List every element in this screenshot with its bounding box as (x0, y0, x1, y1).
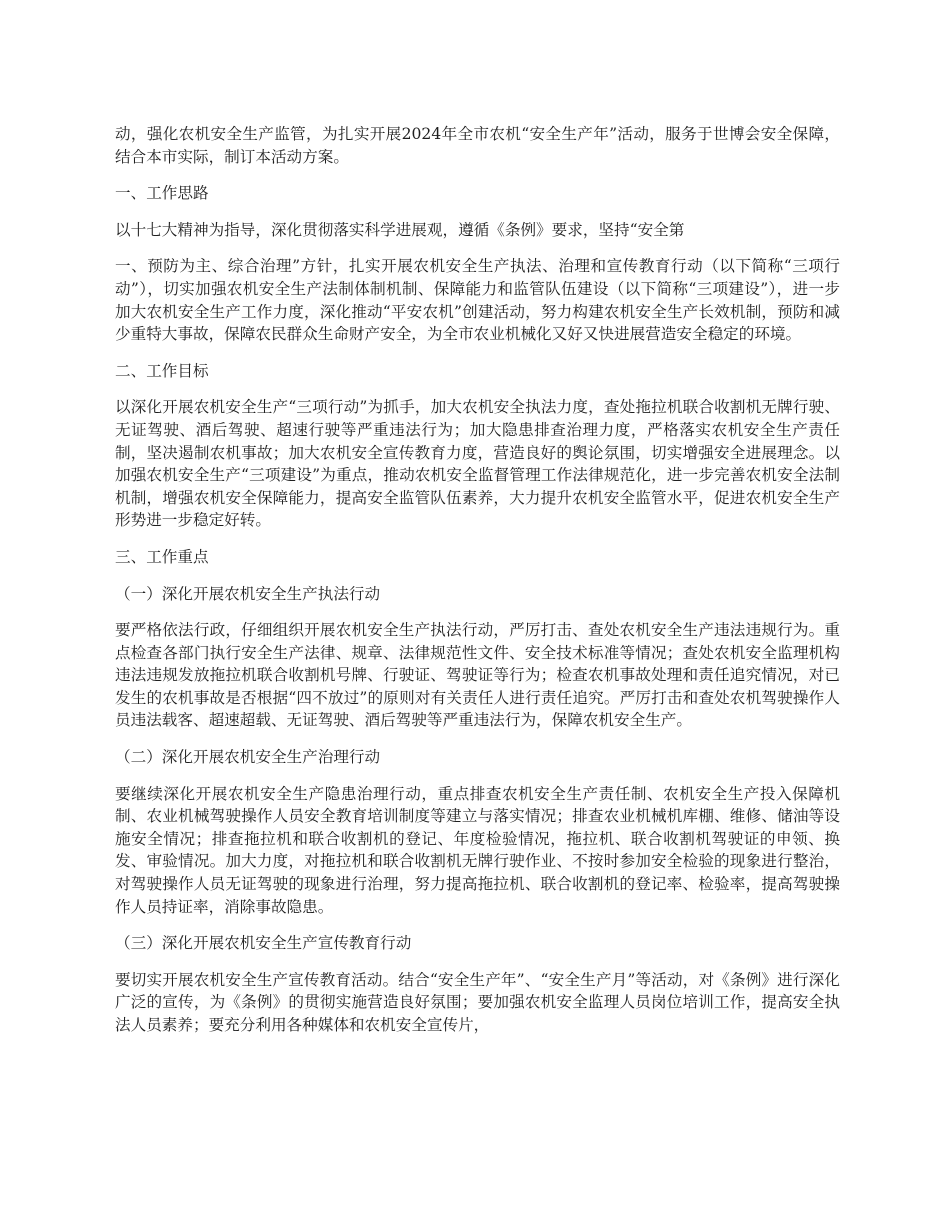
body-paragraph: 以深化开展农机安全生产“三项行动”为抓手，加大农机安全执法力度，查处拖拉机联合收割机无牌行驶、无证驾驶、酒后驾驶、超速行驶等严重违法行为；加大隐患排查治理力度，严格落实农机安全生产责任制，坚决遏制农机事故；加大农机安全宣传教育力度，营造良好的舆论氛围，切实增强安全进展理念。以加强农机安全生产“三项建设”为重点，推动农机安全监督管理工作法律规范化，进一步完善农机安全法制机制，增强农机安全保障能力，提高安全监管队伍素养，大力提升农机安全监管水平，促进农机安全生产形势进一步稳定好转。 (115, 398, 840, 530)
body-paragraph: 以十七大精神为指导，深化贯彻落实科学进展观，遵循《条例》要求，坚持“安全第 (115, 220, 685, 239)
intro-paragraph: 动，强化农机安全生产监管，为扎实开展2024年全市农机“安全生产年”活动，服务于世博会安全保障，结合本市实际，制订本活动方案。 (115, 125, 840, 166)
section-heading-3: 三、工作重点 (115, 547, 209, 566)
subheading-2: （二）深化开展农机安全生产治理行动 (115, 748, 381, 767)
subheading-1: （一）深化开展农机安全生产执法行动 (115, 584, 381, 603)
body-paragraph: 要继续深化开展农机安全生产隐患治理行动，重点排查农机安全生产责任制、农机安全生产投入保障机制、农业机械驾驶操作人员安全教育培训制度等建立与落实情况；排查农业机械机库棚、维修、储油等设施安全情况；排查拖拉机和联合收割机的登记、年度检验情况，拖拉机、联合收割机驾驶证的申领、换发、审验情况。加大力度，对拖拉机和联合收割机无牌行驶作业、不按时参加安全检验的现象进行整治，对驾驶操作人员无证驾驶的现象进行治理，努力提高拖拉机、联合收割机的登记率、检验率，提高驾驶操作人员持证率，消除事故隐患。 (115, 784, 840, 916)
subheading-3: （三）深化开展农机安全生产宣传教育行动 (115, 934, 412, 953)
section-heading-1: 一、工作思路 (115, 184, 209, 203)
document-page (115, 123, 840, 1051)
body-paragraph: 要切实开展农机安全生产宣传教育活动。结合“安全生产年”、“安全生产月”等活动，对《条例》进行深化广泛的宣传，为《条例》的贯彻实施营造良好氛围；要加强农机安全监理人员岗位培训工作，提高安全执法人员素养；要充分利用各种媒体和农机安全宣传片， (115, 970, 840, 1034)
body-paragraph: 一、预防为主、综合治理”方针，扎实开展农机安全生产执法、治理和宣传教育行动（以下简称“三项行动”），切实加强农机安全生产法制体制机制、保障能力和监管队伍建设（以下简称“三项建设”），进一步加大农机安全生产工作力度，深化推动“平安农机”创建活动，努力构建农机安全生产长效机制，预防和减少重特大事故，保障农民群众生命财产安全，为全市农业机械化又好又快进展营造安全稳定的环境。 (115, 257, 840, 344)
section-heading-2: 二、工作目标 (115, 361, 209, 380)
body-paragraph: 要严格依法行政，仔细组织开展农机安全生产执法行动，严厉打击、查处农机安全生产违法违规行为。重点检查各部门执行安全生产法律、规章、法律规范性文件、安全技术标准等情况；查处农机安全监理机构违法违规发放拖拉机联合收割机号牌、行驶证、驾驶证等行为；检查农机事故处理和责任追究情况，对已发生的农机事故是否根据“四不放过”的原则对有关责任人进行责任追究。严厉打击和查处农机驾驶操作人员违法载客、超速超载、无证驾驶、酒后驾驶等严重违法行为，保障农机安全生产。 (115, 621, 840, 730)
